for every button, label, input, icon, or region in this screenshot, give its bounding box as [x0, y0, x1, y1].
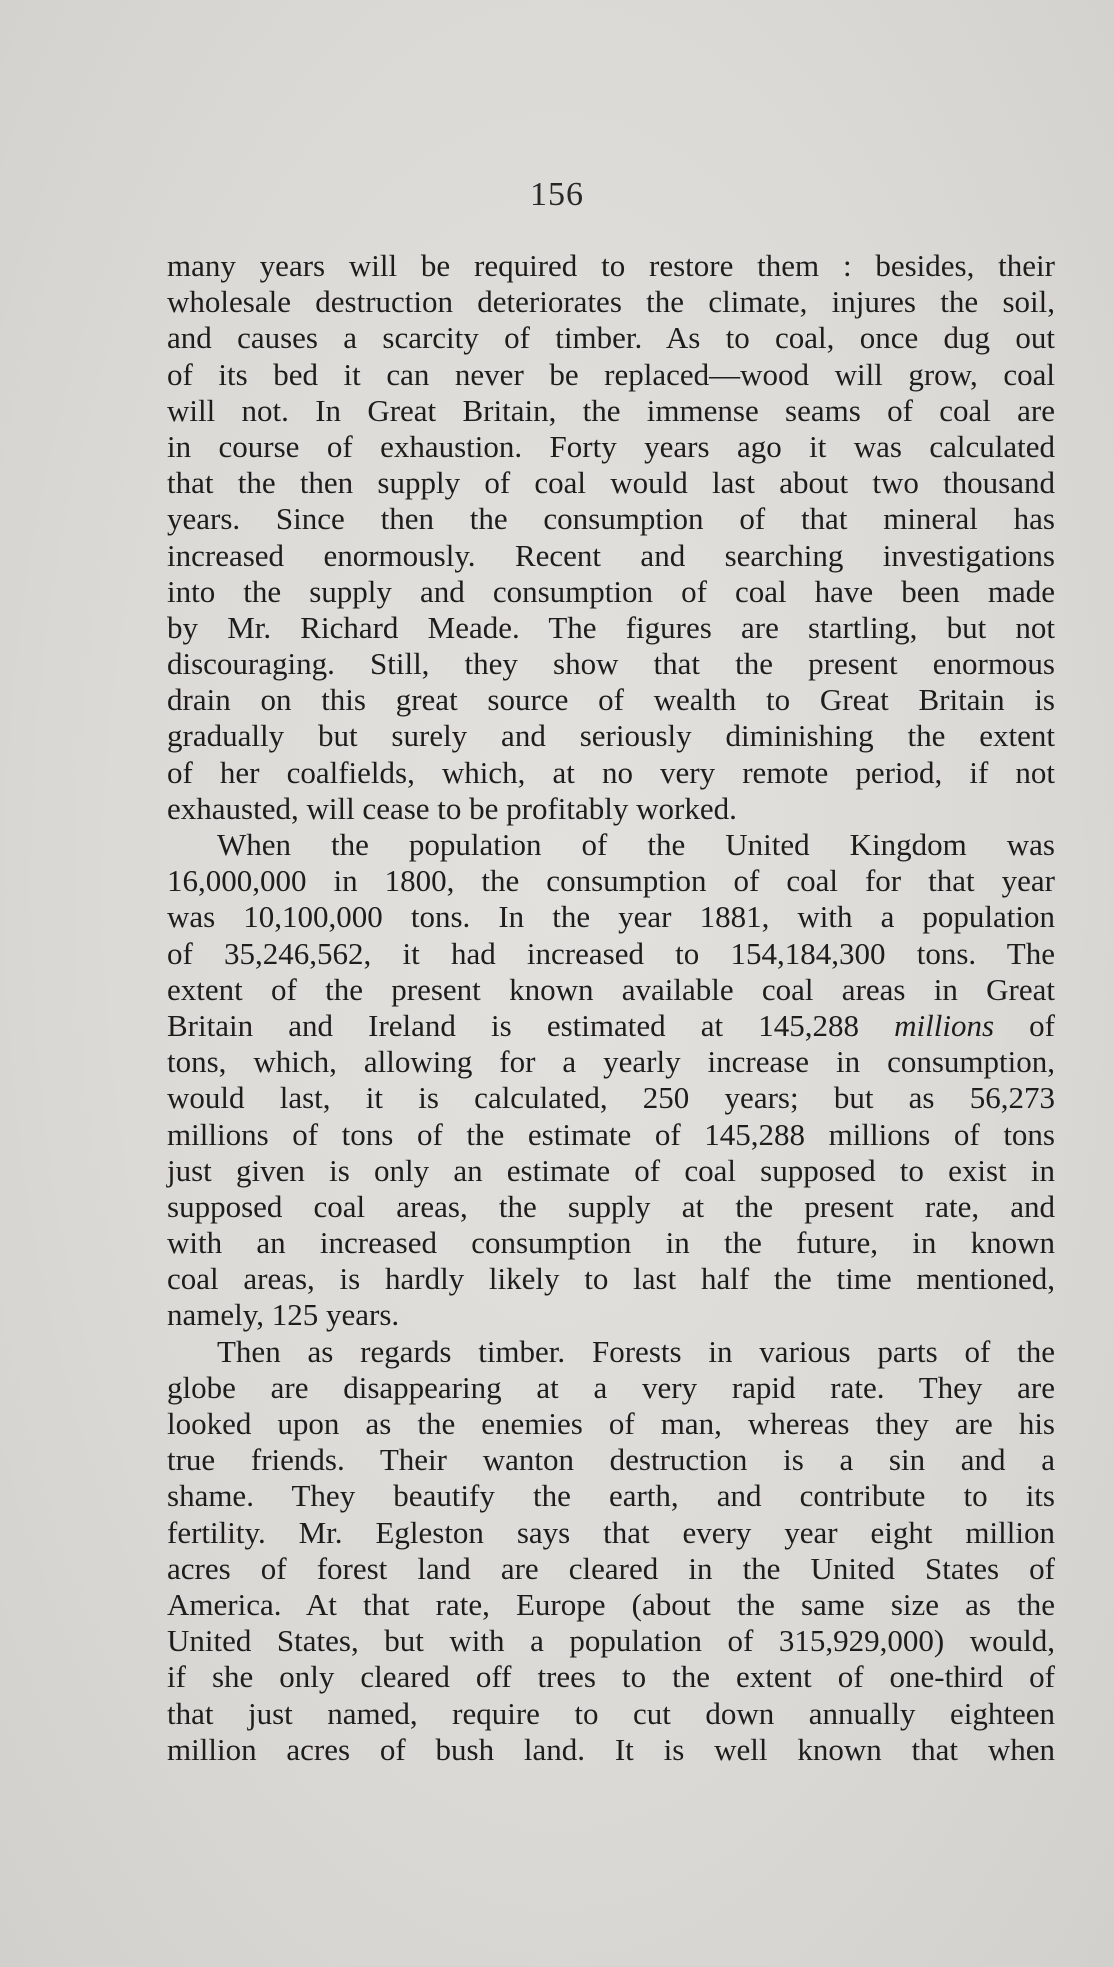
text-line: will not. In Great Britain, the immense seams of coal are — [167, 392, 1055, 428]
text-segment: Britain and Ireland is estimated at 145,288 — [167, 1007, 895, 1043]
text-line: namely, 125 years. — [167, 1297, 400, 1333]
text-line: years. Since then the consumption of that mineral has — [167, 501, 1055, 537]
text-line: acres of forest land are cleared in the United States of — [167, 1550, 1055, 1586]
text-line: and causes a scarcity of timber. As to coal, once dug out — [167, 320, 1055, 356]
body-text — [167, 248, 1055, 1768]
text-line: extent of the present known available coal areas in Great — [167, 971, 1055, 1007]
text-line: would last, it is calculated, 250 years; but as 56,273 — [167, 1080, 1055, 1116]
page-number: 156 — [530, 176, 584, 213]
text-line: United States, but with a population of 315,929,000) would, — [167, 1623, 1055, 1659]
text-line: drain on this great source of wealth to Great Britain is — [167, 682, 1055, 718]
text-line: wholesale destruction deteriorates the climate, injures the soil, — [167, 284, 1055, 320]
text-line: just given is only an estimate of coal supposed to exist in — [167, 1152, 1055, 1188]
text-line: million acres of bush land. It is well known that when — [167, 1731, 1055, 1767]
text-line: of 35,246,562, it had increased to 154,184,300 tons. The — [167, 935, 1055, 971]
text-line: by Mr. Richard Meade. The figures are startling, but not — [167, 609, 1055, 645]
text-line: in course of exhaustion. Forty years ago it was calculated — [167, 428, 1055, 464]
text-line: true friends. Their wanton destruction is a sin and a — [167, 1442, 1055, 1478]
text-line: fertility. Mr. Egleston says that every year eight million — [167, 1514, 1055, 1550]
text-line: supposed coal areas, the supply at the present rate, and — [167, 1188, 1055, 1224]
text-line — [167, 1008, 1055, 1044]
text-line: shame. They beautify the earth, and contribute to its — [167, 1478, 1055, 1514]
text-line: discouraging. Still, they show that the present enormous — [167, 646, 1055, 682]
text-line: America. At that rate, Europe (about the same size as the — [167, 1586, 1055, 1622]
text-line: that the then supply of coal would last about two thousand — [167, 465, 1055, 501]
text-line: increased enormously. Recent and searching investigations — [167, 537, 1055, 573]
text-line: looked upon as the enemies of man, whereas they are his — [167, 1406, 1055, 1441]
text-line: coal areas, is hardly likely to last half the time mentioned, — [167, 1261, 1055, 1297]
text-segment: of — [994, 1007, 1055, 1043]
text-line: 16,000,000 in 1800, the consumption of coal for that year — [167, 863, 1055, 899]
text-line: When the population of the United Kingdom was — [217, 827, 1055, 862]
text-line: many years will be required to restore them : besides, their — [167, 248, 1055, 283]
text-line: was 10,100,000 tons. In the year 1881, with a population — [167, 899, 1055, 935]
text-line: gradually but surely and seriously diminishing the extent — [167, 718, 1055, 754]
text-line: globe are disappearing at a very rapid rate. They are — [167, 1369, 1055, 1405]
text-line: millions of tons of the estimate of 145,288 millions of tons — [167, 1116, 1055, 1152]
text-line: Then as regards timber. Forests in various parts of the — [217, 1333, 1055, 1369]
text-line: of its bed it can never be replaced—wood will grow, coal — [167, 356, 1055, 392]
text-line: with an increased consumption in the future, in known — [167, 1225, 1055, 1261]
text-line: exhausted, will cease to be profitably worked. — [167, 790, 737, 826]
text-line: tons, which, allowing for a yearly increase in consumption, — [167, 1044, 1055, 1080]
italic-word: millions — [894, 1007, 995, 1043]
text-line: into the supply and consumption of coal have been made — [167, 573, 1055, 609]
text-line: if she only cleared off trees to the extent of one-third of — [167, 1659, 1055, 1695]
text-line: that just named, require to cut down annually eighteen — [167, 1695, 1055, 1731]
text-line: of her coalfields, which, at no very remote period, if not — [167, 754, 1055, 790]
